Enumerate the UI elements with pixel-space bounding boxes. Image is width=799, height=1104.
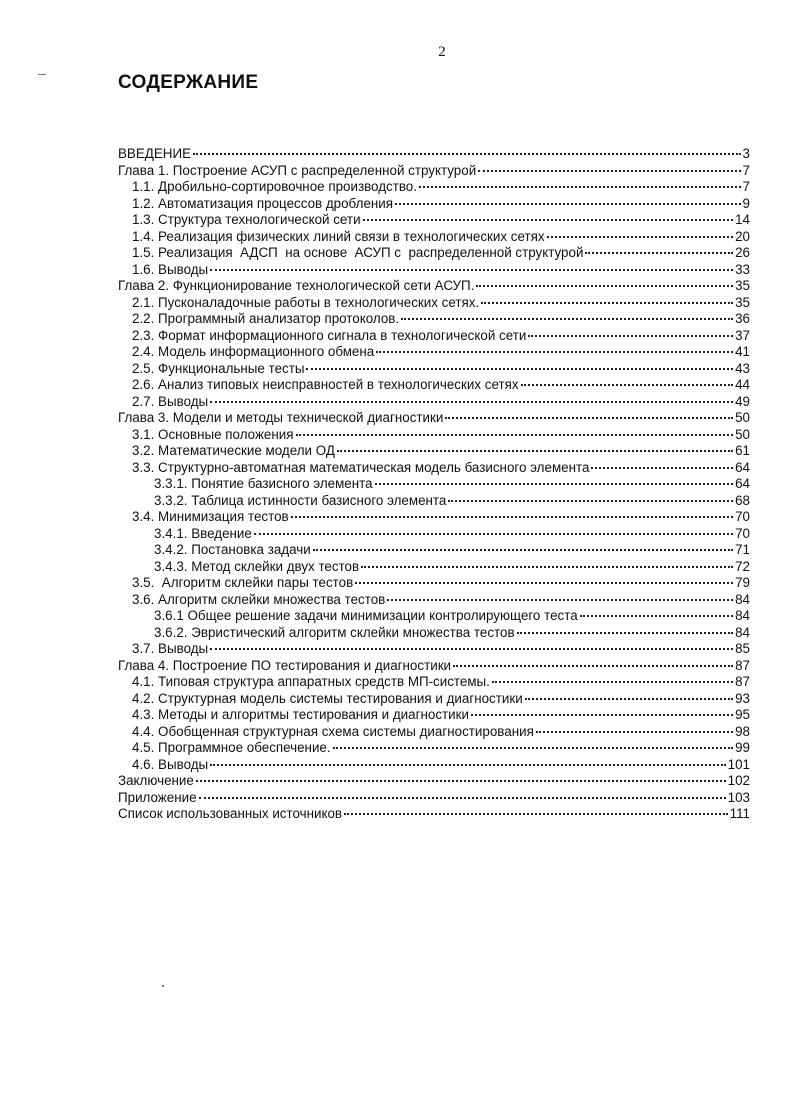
toc-label: 4.2. Структурная модель системы тестирования и диагностики	[132, 690, 523, 706]
toc-label: 3.5. Алгоритм склейки пары тестов	[132, 575, 354, 590]
toc-entry-3-6-2[interactable]	[118, 625, 750, 642]
toc-entry-introduction[interactable]	[118, 146, 750, 163]
toc-leader	[306, 368, 733, 370]
toc-page: 84	[735, 591, 750, 607]
toc-entry-1-1[interactable]	[118, 179, 750, 196]
toc-label: Глава 2. Функционирование технологической сети АСУП.	[118, 278, 475, 293]
toc-entry-4-6[interactable]	[118, 757, 750, 774]
toc-leader	[591, 467, 733, 469]
toc-leader	[471, 714, 733, 716]
toc-page: 99	[735, 740, 750, 755]
toc-entry-references[interactable]	[118, 806, 750, 823]
toc-page: 87	[735, 674, 750, 689]
toc-page: 35	[735, 278, 750, 293]
toc-page: 64	[735, 459, 750, 475]
toc-entry-2-5[interactable]	[118, 361, 750, 378]
toc-entry-2-7[interactable]	[118, 394, 750, 411]
toc-label: 3.3.2. Таблица истинности базисного элемента	[154, 492, 447, 508]
toc-leader	[210, 648, 733, 650]
toc-label: 3.4.3. Метод склейки двух тестов	[154, 558, 360, 574]
toc-page: 61	[735, 443, 750, 458]
toc-leader	[521, 384, 734, 386]
toc-entry-3-3[interactable]	[118, 460, 750, 477]
toc-leader	[199, 797, 726, 799]
toc-leader	[492, 681, 733, 683]
toc-label: 1.1. Дробильно-сортировочное производство.	[132, 179, 417, 194]
toc-page: 111	[729, 806, 750, 821]
toc-entry-4-2[interactable]	[118, 691, 750, 708]
toc-label: ВВЕДЕНИЕ	[118, 146, 192, 161]
toc-entry-3-3-2[interactable]	[118, 493, 750, 510]
toc-page: 37	[735, 327, 750, 343]
toc-leader	[313, 549, 733, 551]
toc-entry-2-6[interactable]	[118, 377, 750, 394]
toc-label: 3.6. Алгоритм склейки множества тестов	[132, 591, 386, 607]
toc-label: 3.6.1 Общее решение задачи минимизации контролирующего теста	[154, 608, 578, 623]
toc-label: 1.4. Реализация физических линий связи в технологических сетях	[132, 228, 545, 244]
toc-page: 93	[735, 690, 750, 706]
toc-label: 2.7. Выводы	[132, 393, 209, 409]
toc-entry-3-6[interactable]	[118, 592, 750, 609]
page-number: 2	[438, 44, 446, 60]
toc-label: 1.2. Автоматизация процессов дробления	[132, 195, 394, 211]
toc-entry-3-2[interactable]	[118, 443, 750, 460]
toc-entry-3-4-3[interactable]	[118, 559, 750, 576]
toc-page: 87	[735, 657, 750, 673]
toc-label: 3.4. Минимизация тестов	[132, 509, 289, 524]
toc-entry-3-5[interactable]	[118, 575, 750, 592]
page-title: СОДЕРЖАНИЕ	[118, 72, 259, 93]
toc-label: 1.6. Выводы	[132, 261, 209, 277]
toc-leader	[580, 615, 733, 617]
toc-leader	[337, 450, 733, 452]
toc-label: 4.5. Программное обеспечение.	[132, 740, 331, 755]
toc-label: Приложение	[118, 789, 197, 805]
toc-label: 3.2. Математические модели ОД	[132, 443, 335, 458]
toc-entry-4-5[interactable]	[118, 740, 750, 757]
toc-label: 3.4.2. Постановка задачи	[154, 542, 311, 557]
toc-entry-2-2[interactable]	[118, 311, 750, 328]
toc-page: 33	[735, 261, 750, 277]
toc-leader	[448, 500, 733, 502]
toc-leader	[196, 780, 726, 782]
toc-page: 102	[727, 773, 750, 788]
toc-entry-chapter-1[interactable]	[118, 163, 750, 180]
table-of-contents	[118, 146, 750, 823]
toc-leader	[363, 219, 734, 221]
toc-leader	[376, 351, 733, 353]
toc-leader	[210, 269, 733, 271]
toc-page: 101	[727, 756, 750, 772]
toc-page: 98	[735, 723, 750, 739]
toc-page: 41	[735, 344, 750, 359]
toc-leader	[445, 417, 733, 419]
toc-label: 3.3.1. Понятие базисного элемента	[154, 476, 373, 491]
toc-page: 20	[735, 228, 750, 244]
toc-leader	[355, 582, 733, 584]
toc-entry-3-4-1[interactable]	[118, 526, 750, 543]
toc-label: 4.1. Типовая структура аппаратных средств МП-системы.	[132, 674, 490, 689]
toc-page: 7	[742, 179, 750, 194]
toc-leader	[517, 632, 734, 634]
toc-leader	[395, 203, 741, 205]
toc-label: Список использованных источников	[118, 806, 343, 821]
toc-entry-3-3-1[interactable]	[118, 476, 750, 493]
toc-page: 72	[735, 558, 750, 574]
toc-label: 4.6. Выводы	[132, 756, 209, 772]
toc-entry-chapter-3[interactable]	[118, 410, 750, 427]
toc-page: 70	[735, 509, 750, 524]
toc-leader	[528, 335, 733, 337]
toc-label: 3.4.1. Введение	[154, 525, 252, 541]
toc-leader	[387, 599, 733, 601]
toc-label: 1.5. Реализация АДСП на основе АСУП с распределенной структурой	[132, 245, 584, 260]
toc-leader	[536, 731, 733, 733]
toc-leader	[210, 764, 725, 766]
toc-leader	[478, 170, 740, 172]
toc-leader	[344, 813, 728, 815]
toc-entry-2-4[interactable]	[118, 344, 750, 361]
toc-label: 3.6.2. Эвристический алгоритм склейки множества тестов	[154, 624, 515, 640]
toc-leader	[525, 698, 733, 700]
toc-entry-conclusion[interactable]	[118, 773, 750, 790]
toc-page: 43	[735, 360, 750, 376]
toc-entry-1-4[interactable]	[118, 229, 750, 246]
toc-entry-3-7[interactable]	[118, 641, 750, 658]
toc-leader	[476, 285, 733, 287]
toc-entry-4-3[interactable]	[118, 707, 750, 724]
toc-entry-3-6-1[interactable]	[118, 608, 750, 625]
scan-speck	[162, 985, 164, 987]
scan-mark	[38, 74, 46, 75]
toc-page: 64	[735, 476, 750, 491]
toc-entry-chapter-4[interactable]	[118, 658, 750, 675]
toc-entry-2-1[interactable]	[118, 295, 750, 312]
toc-entry-1-2[interactable]	[118, 196, 750, 213]
toc-label: 4.4. Обобщенная структурная схема системы диагностирования	[132, 723, 534, 739]
toc-page: 95	[735, 707, 750, 722]
toc-entry-appendix[interactable]	[118, 790, 750, 807]
toc-entry-3-4[interactable]	[118, 509, 750, 526]
toc-label: 3.7. Выводы	[132, 641, 209, 656]
toc-label: 3.3. Структурно-автоматная математическая модель базисного элемента	[132, 459, 590, 475]
toc-leader	[296, 434, 734, 436]
toc-page: 50	[735, 410, 750, 425]
toc-page: 85	[735, 641, 750, 656]
toc-leader	[291, 516, 733, 518]
toc-leader	[481, 302, 733, 304]
toc-page: 50	[735, 426, 750, 442]
toc-entry-4-4[interactable]	[118, 724, 750, 741]
toc-leader	[333, 747, 733, 749]
toc-leader	[585, 252, 733, 254]
toc-label: 2.2. Программный анализатор протоколов.	[132, 311, 400, 326]
toc-page: 3	[742, 146, 750, 161]
toc-leader	[361, 566, 733, 568]
toc-label: Глава 3. Модели и методы технической диагностики	[118, 410, 444, 425]
toc-label: 2.3. Формат информационного сигнала в технологической сети	[132, 327, 527, 343]
toc-entry-2-3[interactable]	[118, 328, 750, 345]
toc-entry-3-4-2[interactable]	[118, 542, 750, 559]
toc-page: 71	[735, 542, 750, 557]
toc-leader	[375, 483, 734, 485]
toc-leader	[401, 318, 733, 320]
toc-label: 1.3. Структура технологической сети	[132, 212, 361, 227]
toc-page: 35	[735, 294, 750, 310]
toc-label: 3.1. Основные положения	[132, 426, 294, 442]
toc-entry-3-1[interactable]	[118, 427, 750, 444]
toc-entry-1-3[interactable]	[118, 212, 750, 229]
toc-label: Глава 1. Построение АСУП с распределенной структурой	[118, 162, 477, 178]
toc-entry-1-6[interactable]	[118, 262, 750, 279]
toc-page: 44	[735, 377, 750, 392]
toc-page: 70	[735, 525, 750, 541]
toc-page: 9	[742, 195, 750, 211]
toc-page: 103	[727, 789, 750, 805]
toc-label: 4.3. Методы и алгоритмы тестирования и диагностики	[132, 707, 469, 722]
toc-leader	[210, 401, 733, 403]
toc-leader	[419, 186, 741, 188]
toc-leader	[254, 533, 733, 535]
toc-page: 68	[735, 492, 750, 508]
toc-label: 2.4. Модель информационного обмена	[132, 344, 375, 359]
toc-label: 2.6. Анализ типовых неисправностей в технологических сетях	[132, 377, 519, 392]
toc-page: 14	[735, 212, 750, 227]
toc-page: 84	[735, 624, 750, 640]
toc-leader	[193, 153, 741, 155]
toc-label: Заключение	[118, 773, 194, 788]
toc-entry-1-5[interactable]	[118, 245, 750, 262]
toc-page: 36	[735, 311, 750, 326]
toc-page: 26	[735, 245, 750, 260]
toc-page: 79	[735, 575, 750, 590]
toc-leader	[547, 236, 734, 238]
toc-label: 2.1. Пусконаладочные работы в технологических сетях.	[132, 294, 480, 310]
toc-page: 84	[735, 608, 750, 623]
toc-label: Глава 4. Построение ПО тестирования и диагностики	[118, 657, 452, 673]
toc-entry-4-1[interactable]	[118, 674, 750, 691]
toc-page: 49	[735, 393, 750, 409]
toc-label: 2.5. Функциональные тесты	[132, 360, 305, 376]
toc-entry-chapter-2[interactable]	[118, 278, 750, 295]
toc-page: 7	[742, 162, 750, 178]
toc-leader	[453, 665, 733, 667]
